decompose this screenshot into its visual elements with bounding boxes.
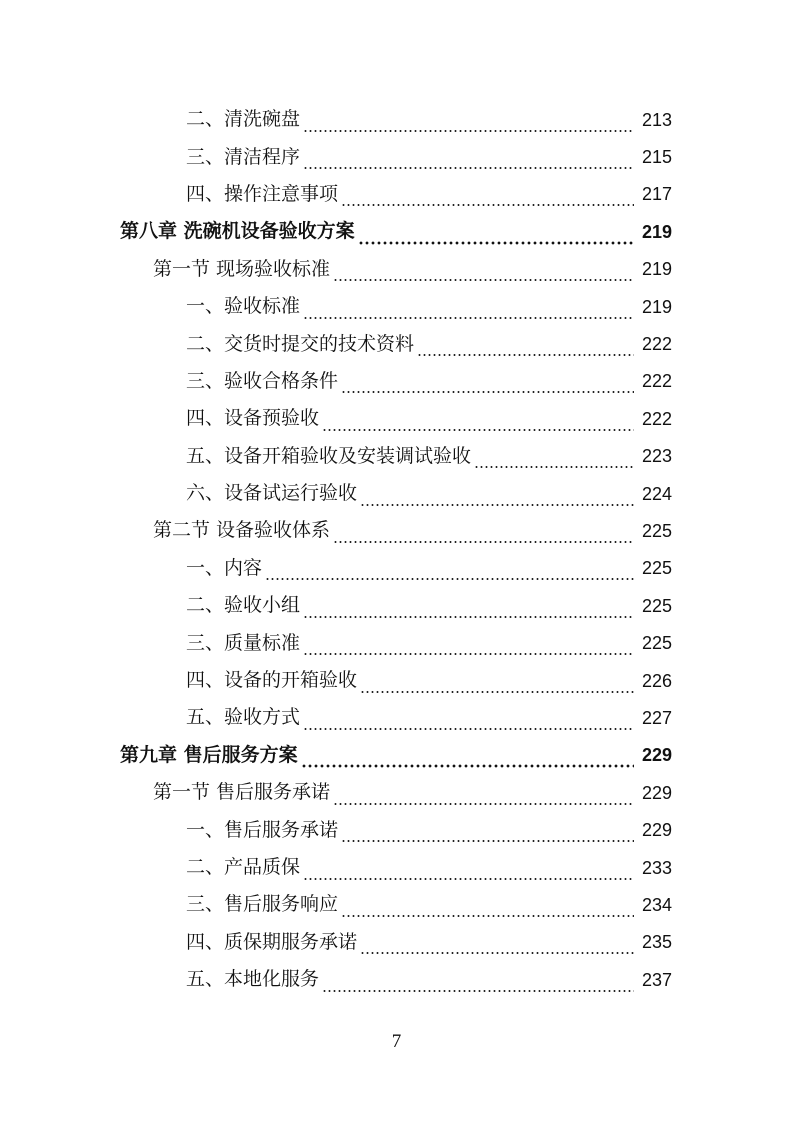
toc-entry-page: 237: [641, 969, 672, 990]
dot-leader: [341, 187, 634, 207]
toc-entry-page: 225: [641, 520, 672, 541]
dot-leader: [341, 898, 634, 918]
dot-leader: [303, 300, 634, 320]
dot-leader: [360, 935, 634, 955]
toc-entry-title: 二、清洗碗盘: [186, 108, 301, 131]
toc-entry-page: 225: [641, 595, 672, 616]
toc-section-entry[interactable]: [0, 774, 793, 811]
toc-entry-page: 233: [641, 857, 672, 878]
dot-leader: [303, 599, 634, 619]
dot-leader: [303, 636, 634, 656]
toc-entry-page: 219: [641, 259, 672, 280]
toc-entry[interactable]: [0, 176, 793, 213]
toc-entry-page: 223: [641, 446, 672, 467]
toc-entry-title: 三、质量标准: [186, 631, 301, 654]
dot-leader: [333, 524, 634, 544]
toc-chapter-entry[interactable]: [0, 213, 793, 250]
toc-section-entry[interactable]: [0, 251, 793, 288]
toc-entry-title: 三、清洁程序: [186, 145, 301, 168]
toc-entry[interactable]: [0, 587, 793, 624]
toc-entry[interactable]: [0, 662, 793, 699]
dot-leader: [303, 150, 634, 170]
toc-entry-title: 三、验收合格条件: [186, 369, 339, 392]
toc-entry-title: 五、验收方式: [186, 706, 301, 729]
toc-entry-page: 213: [641, 109, 672, 130]
toc-entry-page: 222: [641, 408, 672, 429]
dot-leader: [265, 561, 634, 581]
dot-leader: [333, 786, 634, 806]
toc-entry-title: 二、验收小组: [186, 594, 301, 617]
toc-entry-title: 一、验收标准: [186, 295, 301, 318]
toc-entry-title: 四、操作注意事项: [186, 182, 339, 205]
dot-leader: [474, 449, 634, 469]
toc-section-title: 第一节 售后服务承诺: [153, 781, 331, 804]
toc-section-entry[interactable]: [0, 512, 793, 549]
toc-entry-page: 235: [641, 932, 672, 953]
toc-entry-page: 222: [641, 371, 672, 392]
toc-entry-page: 219: [641, 221, 672, 242]
toc-entry-title: 三、售后服务响应: [186, 893, 339, 916]
dot-leader: [322, 412, 634, 432]
toc-entry-page: 225: [641, 558, 672, 579]
toc-entry[interactable]: [0, 961, 793, 998]
toc-entry-title: 一、内容: [186, 556, 263, 579]
toc-entry[interactable]: [0, 811, 793, 848]
toc-entry-title: 四、设备的开箱验收: [186, 669, 358, 692]
toc-entry-page: 229: [641, 745, 672, 766]
toc-entry-page: 225: [641, 633, 672, 654]
toc-entry[interactable]: [0, 475, 793, 512]
toc-entry-title: 二、产品质保: [186, 856, 301, 878]
toc-entry[interactable]: [0, 886, 793, 923]
toc-entry[interactable]: [0, 849, 793, 886]
toc-entry-page: 217: [641, 184, 672, 205]
toc-entry[interactable]: [0, 924, 793, 961]
toc-entry[interactable]: [0, 363, 793, 400]
table-of-contents: [0, 101, 793, 998]
toc-entry-page: 234: [641, 894, 672, 915]
dot-leader: [341, 374, 634, 394]
toc-entry-page: 227: [641, 707, 672, 728]
dot-leader: [301, 748, 634, 768]
toc-entry-page: 219: [641, 296, 672, 317]
dot-leader: [341, 823, 634, 843]
toc-entry[interactable]: [0, 400, 793, 437]
toc-chapter-title: 第八章 洗碗机设备验收方案: [120, 220, 355, 243]
toc-entry-title: 六、设备试运行验收: [186, 482, 358, 505]
dot-leader: [360, 674, 634, 694]
toc-entry-title: 五、本地化服务: [186, 968, 320, 991]
toc-entry-page: 224: [641, 483, 672, 504]
page-number: 7: [391, 1031, 402, 1052]
toc-entry[interactable]: [0, 288, 793, 325]
toc-entry-page: 222: [641, 334, 672, 355]
toc-chapter-entry[interactable]: [0, 737, 793, 774]
toc-entry-title: 四、质保期服务承诺: [186, 930, 358, 953]
toc-entry-title: 四、设备预验收: [186, 407, 320, 430]
toc-entry-title: 五、设备开箱验收及安装调试验收: [186, 444, 472, 467]
dot-leader: [303, 861, 634, 881]
dot-leader: [360, 487, 634, 507]
dot-leader: [417, 337, 634, 357]
toc-entry[interactable]: [0, 438, 793, 475]
dot-leader: [303, 711, 634, 731]
toc-chapter-title: 第九章 售后服务方案: [120, 743, 298, 766]
toc-entry-page: 229: [641, 820, 672, 841]
toc-entry-page: 226: [641, 670, 672, 691]
toc-entry[interactable]: [0, 325, 793, 362]
toc-entry-page: 215: [641, 147, 672, 168]
dot-leader: [322, 973, 634, 993]
dot-leader: [333, 262, 634, 282]
toc-entry[interactable]: [0, 550, 793, 587]
toc-entry-title: 二、交货时提交的技术资料: [186, 332, 415, 355]
toc-entry[interactable]: [0, 138, 793, 175]
dot-leader: [358, 225, 634, 245]
toc-entry-page: 229: [641, 782, 672, 803]
toc-entry[interactable]: [0, 699, 793, 736]
toc-entry[interactable]: [0, 101, 793, 138]
toc-section-title: 第二节 设备验收体系: [153, 519, 331, 542]
dot-leader: [303, 113, 634, 133]
toc-section-title: 第一节 现场验收标准: [153, 257, 331, 280]
toc-entry[interactable]: [0, 624, 793, 661]
toc-entry-title: 一、售后服务承诺: [186, 818, 339, 841]
